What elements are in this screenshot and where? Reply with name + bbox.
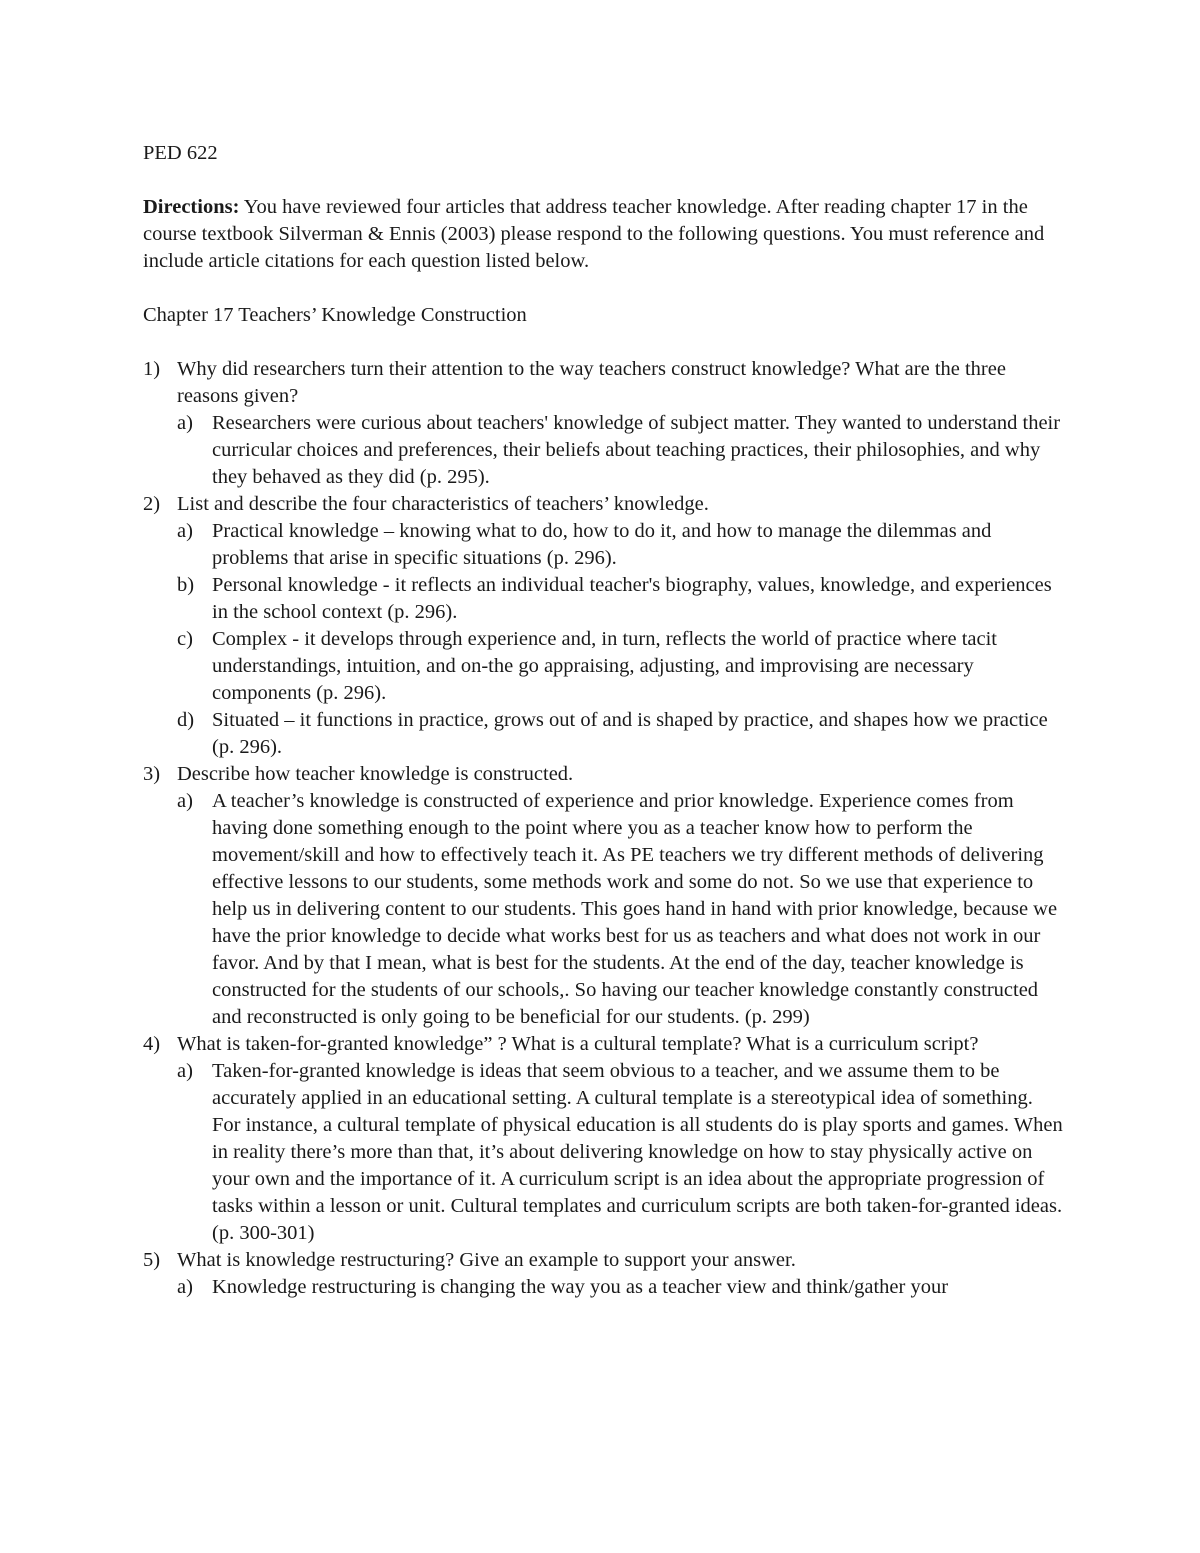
course-code: PED 622 <box>143 142 218 164</box>
answer-list <box>177 410 1063 491</box>
question-item <box>143 1031 1063 1247</box>
question-text: Describe how teacher knowledge is constructed. <box>177 763 574 785</box>
question-text: What is knowledge restructuring? Give an example to support your answer. <box>177 1249 796 1271</box>
answer-item <box>177 572 1063 626</box>
answer-label: a) <box>177 790 193 812</box>
answer-label: a) <box>177 1276 193 1298</box>
answer-item <box>177 707 1063 761</box>
answer-text: Knowledge restructuring is changing the way you as a teacher view and think/gather your <box>212 1276 949 1298</box>
question-number: 4) <box>143 1033 161 1055</box>
question-item <box>143 356 1063 491</box>
answer-item <box>177 626 1063 707</box>
answer-item <box>177 1274 1063 1301</box>
question-text: Why did researchers turn their attention to the way teachers construct knowledge? What are the three reasons given? <box>177 358 1006 407</box>
answer-list <box>177 1058 1063 1247</box>
answer-item <box>177 1058 1063 1247</box>
answer-text: Taken-for-granted knowledge is ideas that seem obvious to a teacher, and we assume them to be accurately applied in an educational setting. A cultural template is a stereotypical idea of something. For instance, a cultural template of physical education is all students do is play sports and games. When in reality there’s more than that, it’s about delivering knowledge on how to stay physically active on your own and the importance of it. A curriculum script is an idea about the appropriate progression of tasks within a lesson or unit. Cultural templates and curriculum scripts are both taken-for-granted ideas. (p. 300-301) <box>212 1060 1063 1244</box>
directions-text: You have reviewed four articles that address teacher knowledge. After reading chapter 17 in the course textbook Silverman & Ennis (2003) please respond to the following questions. You must reference and include article citations for each question listed below. <box>143 196 1045 272</box>
answer-text: Complex - it develops through experience and, in turn, reflects the world of practice where tacit understandings, intuition, and on-the go appraising, adjusting, and improvising are necessary components (p. 296). <box>212 628 997 704</box>
answer-label: c) <box>177 628 193 650</box>
question-item <box>143 491 1063 761</box>
answer-list <box>177 1274 1063 1301</box>
question-text: List and describe the four characteristics of teachers’ knowledge. <box>177 493 709 515</box>
question-item <box>143 1247 1063 1301</box>
answer-text: Practical knowledge – knowing what to do, how to do it, and how to manage the dilemmas and problems that arise in specific situations (p. 296). <box>212 520 992 569</box>
answer-list <box>177 788 1063 1031</box>
directions-paragraph <box>143 194 1063 275</box>
answer-list <box>177 518 1063 761</box>
document-page <box>143 140 1063 1301</box>
answer-label: b) <box>177 574 195 596</box>
question-list <box>143 356 1063 1301</box>
chapter-title: Chapter 17 Teachers’ Knowledge Construction <box>143 304 527 326</box>
answer-label: a) <box>177 520 193 542</box>
answer-text: Situated – it functions in practice, grows out of and is shaped by practice, and shapes how we practice (p. 296). <box>212 709 1048 758</box>
directions-label: Directions: <box>143 196 240 218</box>
question-text: What is taken-for-granted knowledge” ? What is a cultural template? What is a curriculum script? <box>177 1033 979 1055</box>
answer-item <box>177 788 1063 1031</box>
question-number: 5) <box>143 1249 161 1271</box>
question-number: 2) <box>143 493 161 515</box>
answer-label: d) <box>177 709 195 731</box>
answer-item <box>177 518 1063 572</box>
answer-text: A teacher’s knowledge is constructed of experience and prior knowledge. Experience comes from having done something enough to the point where you as a teacher know how to perform the movement/skill and how to effectively teach it. As PE teachers we try different methods of delivering effective lessons to our students, some methods work and some do not. So we use that experience to help us in delivering content to our students. This goes hand in hand with prior knowledge, because we have the prior knowledge to decide what works best for us as teachers and what does not work in our favor. And by that I mean, what is best for the students. At the end of the day, teacher knowledge is constructed for the students of our schools,. So having our teacher knowledge constantly constructed and reconstructed is only going to be beneficial for our students. (p. 299) <box>212 790 1058 1028</box>
answer-item <box>177 410 1063 491</box>
question-number: 1) <box>143 358 161 380</box>
question-item <box>143 761 1063 1031</box>
answer-text: Personal knowledge - it reflects an individual teacher's biography, values, knowledge, and experiences in the school context (p. 296). <box>212 574 1052 623</box>
question-number: 3) <box>143 763 161 785</box>
answer-text: Researchers were curious about teachers' knowledge of subject matter. They wanted to understand their curricular choices and preferences, their beliefs about teaching practices, their philosophies, and why they behaved as they did (p. 295). <box>212 412 1061 488</box>
answer-label: a) <box>177 1060 193 1082</box>
answer-label: a) <box>177 412 193 434</box>
